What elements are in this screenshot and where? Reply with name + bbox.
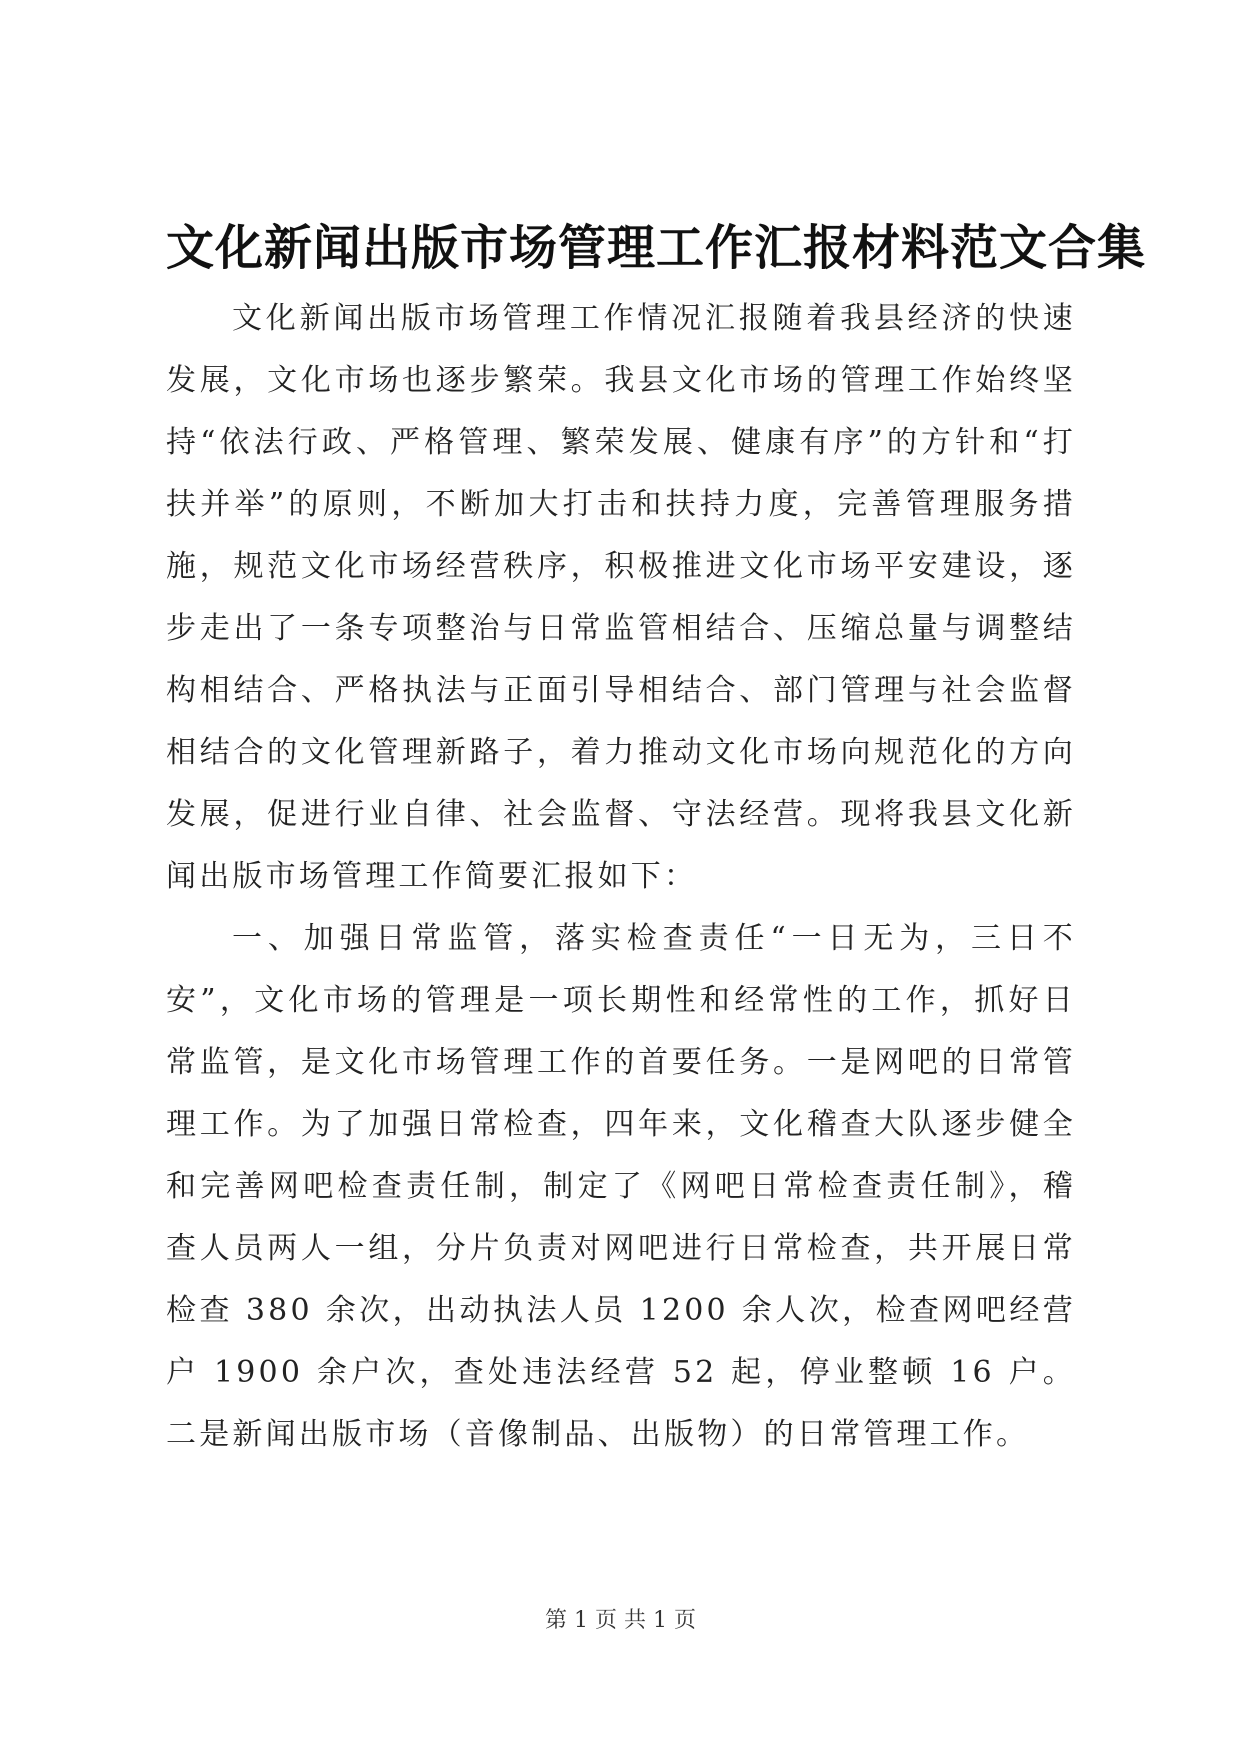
paragraph-intro: 文化新闻出版市场管理工作情况汇报随着我县经济的快速发展，文化市场也逐步繁荣。我县文化市场的管理工作始终坚持“依法行政、严格管理、繁荣发展、健康有序”的方针和“打扶并举”的原则，不断加大打击和扶持力度，完善管理服务措施，规范文化市场经营秩序，积极推进文化市场平安建设，逐步走出了一条专项整治与日常监管相结合、压缩总量与调整结构相结合、严格执法与正面引导相结合、部门管理与社会监督相结合的文化管理新路子，着力推动文化市场向规范化的方向发展，促进行业自律、社会监督、守法经营。现将我县文化新闻出版市场管理工作简要汇报如下： xyxy=(166,301,1076,894)
page-footer: 第 1 页 共 1 页 xyxy=(545,1608,696,1633)
document-body xyxy=(166,288,1076,1466)
document-title: 文化新闻出版市场管理工作汇报材料范文合集 xyxy=(166,220,1147,276)
paragraph-section-one: 一、加强日常监管，落实检查责任“一日无为，三日不安”，文化市场的管理是一项长期性和经常性的工作，抓好日常监管，是文化市场管理工作的首要任务。一是网吧的日常管理工作。为了加强日常检查，四年来，文化稽查大队逐步健全和完善网吧检查责任制，制定了《网吧日常检查责任制》，稽查人员两人一组，分片负责对网吧进行日常检查，共开展日常检查 380 余次，出动执法人员 1200 余人次，检查网吧经营户 1900 余户次，查处违法经营 52 起，停业整顿 16 户。二是新闻出版市场（音像制品、出版物）的日常管理工作。 xyxy=(166,921,1076,1452)
